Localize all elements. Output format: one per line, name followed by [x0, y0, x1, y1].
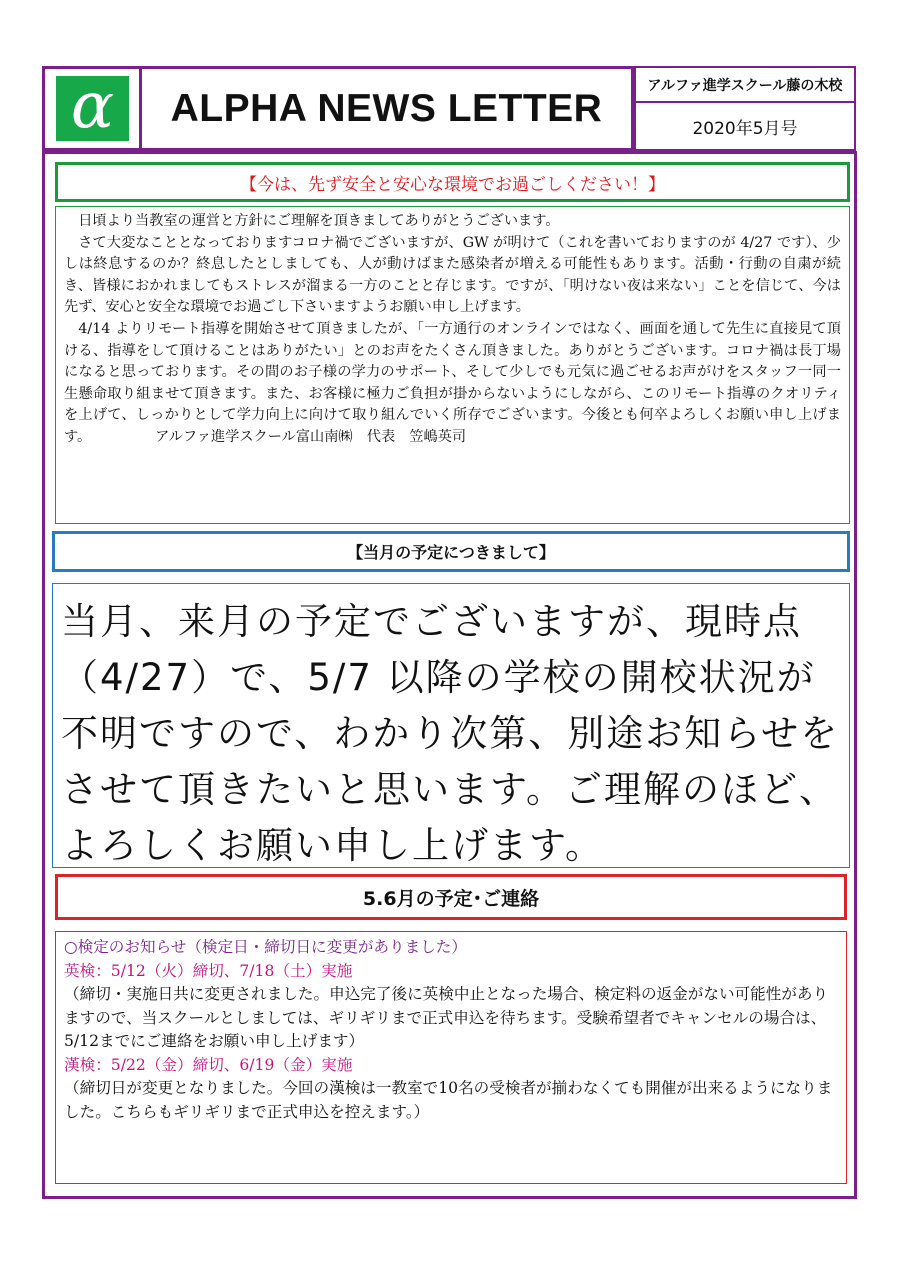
kanken-label: 漢検：	[64, 1055, 111, 1074]
contact-banner	[55, 874, 847, 920]
notice-banner	[55, 162, 850, 202]
issue-date: 2020年5月号	[692, 118, 798, 139]
contact-banner-text: 5.6月の予定･ご連絡	[362, 887, 540, 910]
alpha-logo	[56, 68, 129, 143]
alpha-logo-glyph: α	[70, 68, 115, 143]
letter-paragraph-1: 日頃より当教室の運営と方針にご理解を頂きましてありがとうございます。	[64, 213, 560, 229]
eiken-dates: 5/12（火）締切、7/18（土）実施	[110, 961, 353, 980]
notice-banner-text: 【今は、先ず安全と安心な環境でお過ごしください！】	[240, 174, 665, 195]
eiken-note: （締切・実施日共に変更されました。申込完了後に英検中止となった場合、検定料の返金がない可能性がありますので、当スクールとしましては、ギリギリまで正式申込を待ちます。受験希望者でキャンセルの場合は、5/12までにご連絡をお願い申し上げます）	[64, 985, 829, 1050]
schedule-banner	[52, 531, 850, 572]
letter-paragraph-3	[64, 319, 841, 449]
letter-paragraph-3-text: 4/14 よりリモート指導を開始させて頂きましたが、「一方通行のオンラインではなく、画面を通して先生に直接見て頂ける、指導をして頂けることはありがたい」とのお声をたくさん頂きました。ありがとうございます。コロナ禍は長丁場になると思っております。その間のお子様の学力のサポート、そして少しでも元気に過ごせるお声がけをスタッフ一同一生懸命取り組ませて頂きます。また、お客様に極力ご負担が掛からないようにしながら、このリモート指導のクオリティを上げて、しっかりとして学力向上に向けて取り組んでいく所存でございます。今後とも何卒よろしくお願い申し上げます。	[64, 320, 841, 445]
exam-notice-box	[55, 931, 847, 1184]
greeting-letter	[55, 206, 850, 524]
school-name-box	[634, 66, 856, 103]
newsletter-title-box	[142, 66, 634, 151]
school-name: アルファ進学スクール藤の木校	[647, 77, 843, 94]
kanken-line	[64, 1054, 838, 1078]
schedule-banner-text: 【当月の予定につきまして】	[347, 543, 555, 562]
exam-heading: ○検定のお知らせ（検定日・締切日に変更がありました）	[64, 938, 467, 956]
issue-date-box	[634, 103, 856, 151]
letter-signature: アルファ進学スクール富山南㈱ 代表 笠嶋英司	[155, 428, 467, 445]
eiken-label: 英検：	[64, 961, 111, 980]
schedule-message: 当月、来月の予定でございますが、現時点（4/27）で、5/7 以降の学校の開校状況が不明ですので、わかり次第、別途お知らせをさせて頂きたいと思います。ご理解のほど、よろしくお願い申し上げます。	[61, 600, 840, 867]
kanken-dates: 5/22（金）締切、6/19（金）実施	[110, 1055, 353, 1074]
eiken-line	[64, 960, 838, 984]
letter-paragraph-2: さて大変なこととなっておりますコロナ禍でございますが、GW が明けて（これを書いておりますのが 4/27 です）、少しは終息するのか？終息したとしましても、人が動けばまた感染者が増える可能性もあります。活動・行動の自粛が続き、皆様におかれましてもストレスが溜まる一方のことと存じます。ですが、「明けない夜は来ない」ことを信じて、今は先ず、安心と安全な環境でお過ごし下さいますようお願い申し上げます。	[64, 234, 841, 316]
newsletter-title: ALPHA NEWS LETTER	[170, 86, 603, 130]
schedule-message-box	[52, 583, 850, 868]
kanken-note: （締切日が変更となりました。今回の漢検は一教室で10名の受検者が揃わなくても開催が出来るようになりました。こちらもギリギリまで正式申込を控えます。）	[64, 1079, 833, 1121]
